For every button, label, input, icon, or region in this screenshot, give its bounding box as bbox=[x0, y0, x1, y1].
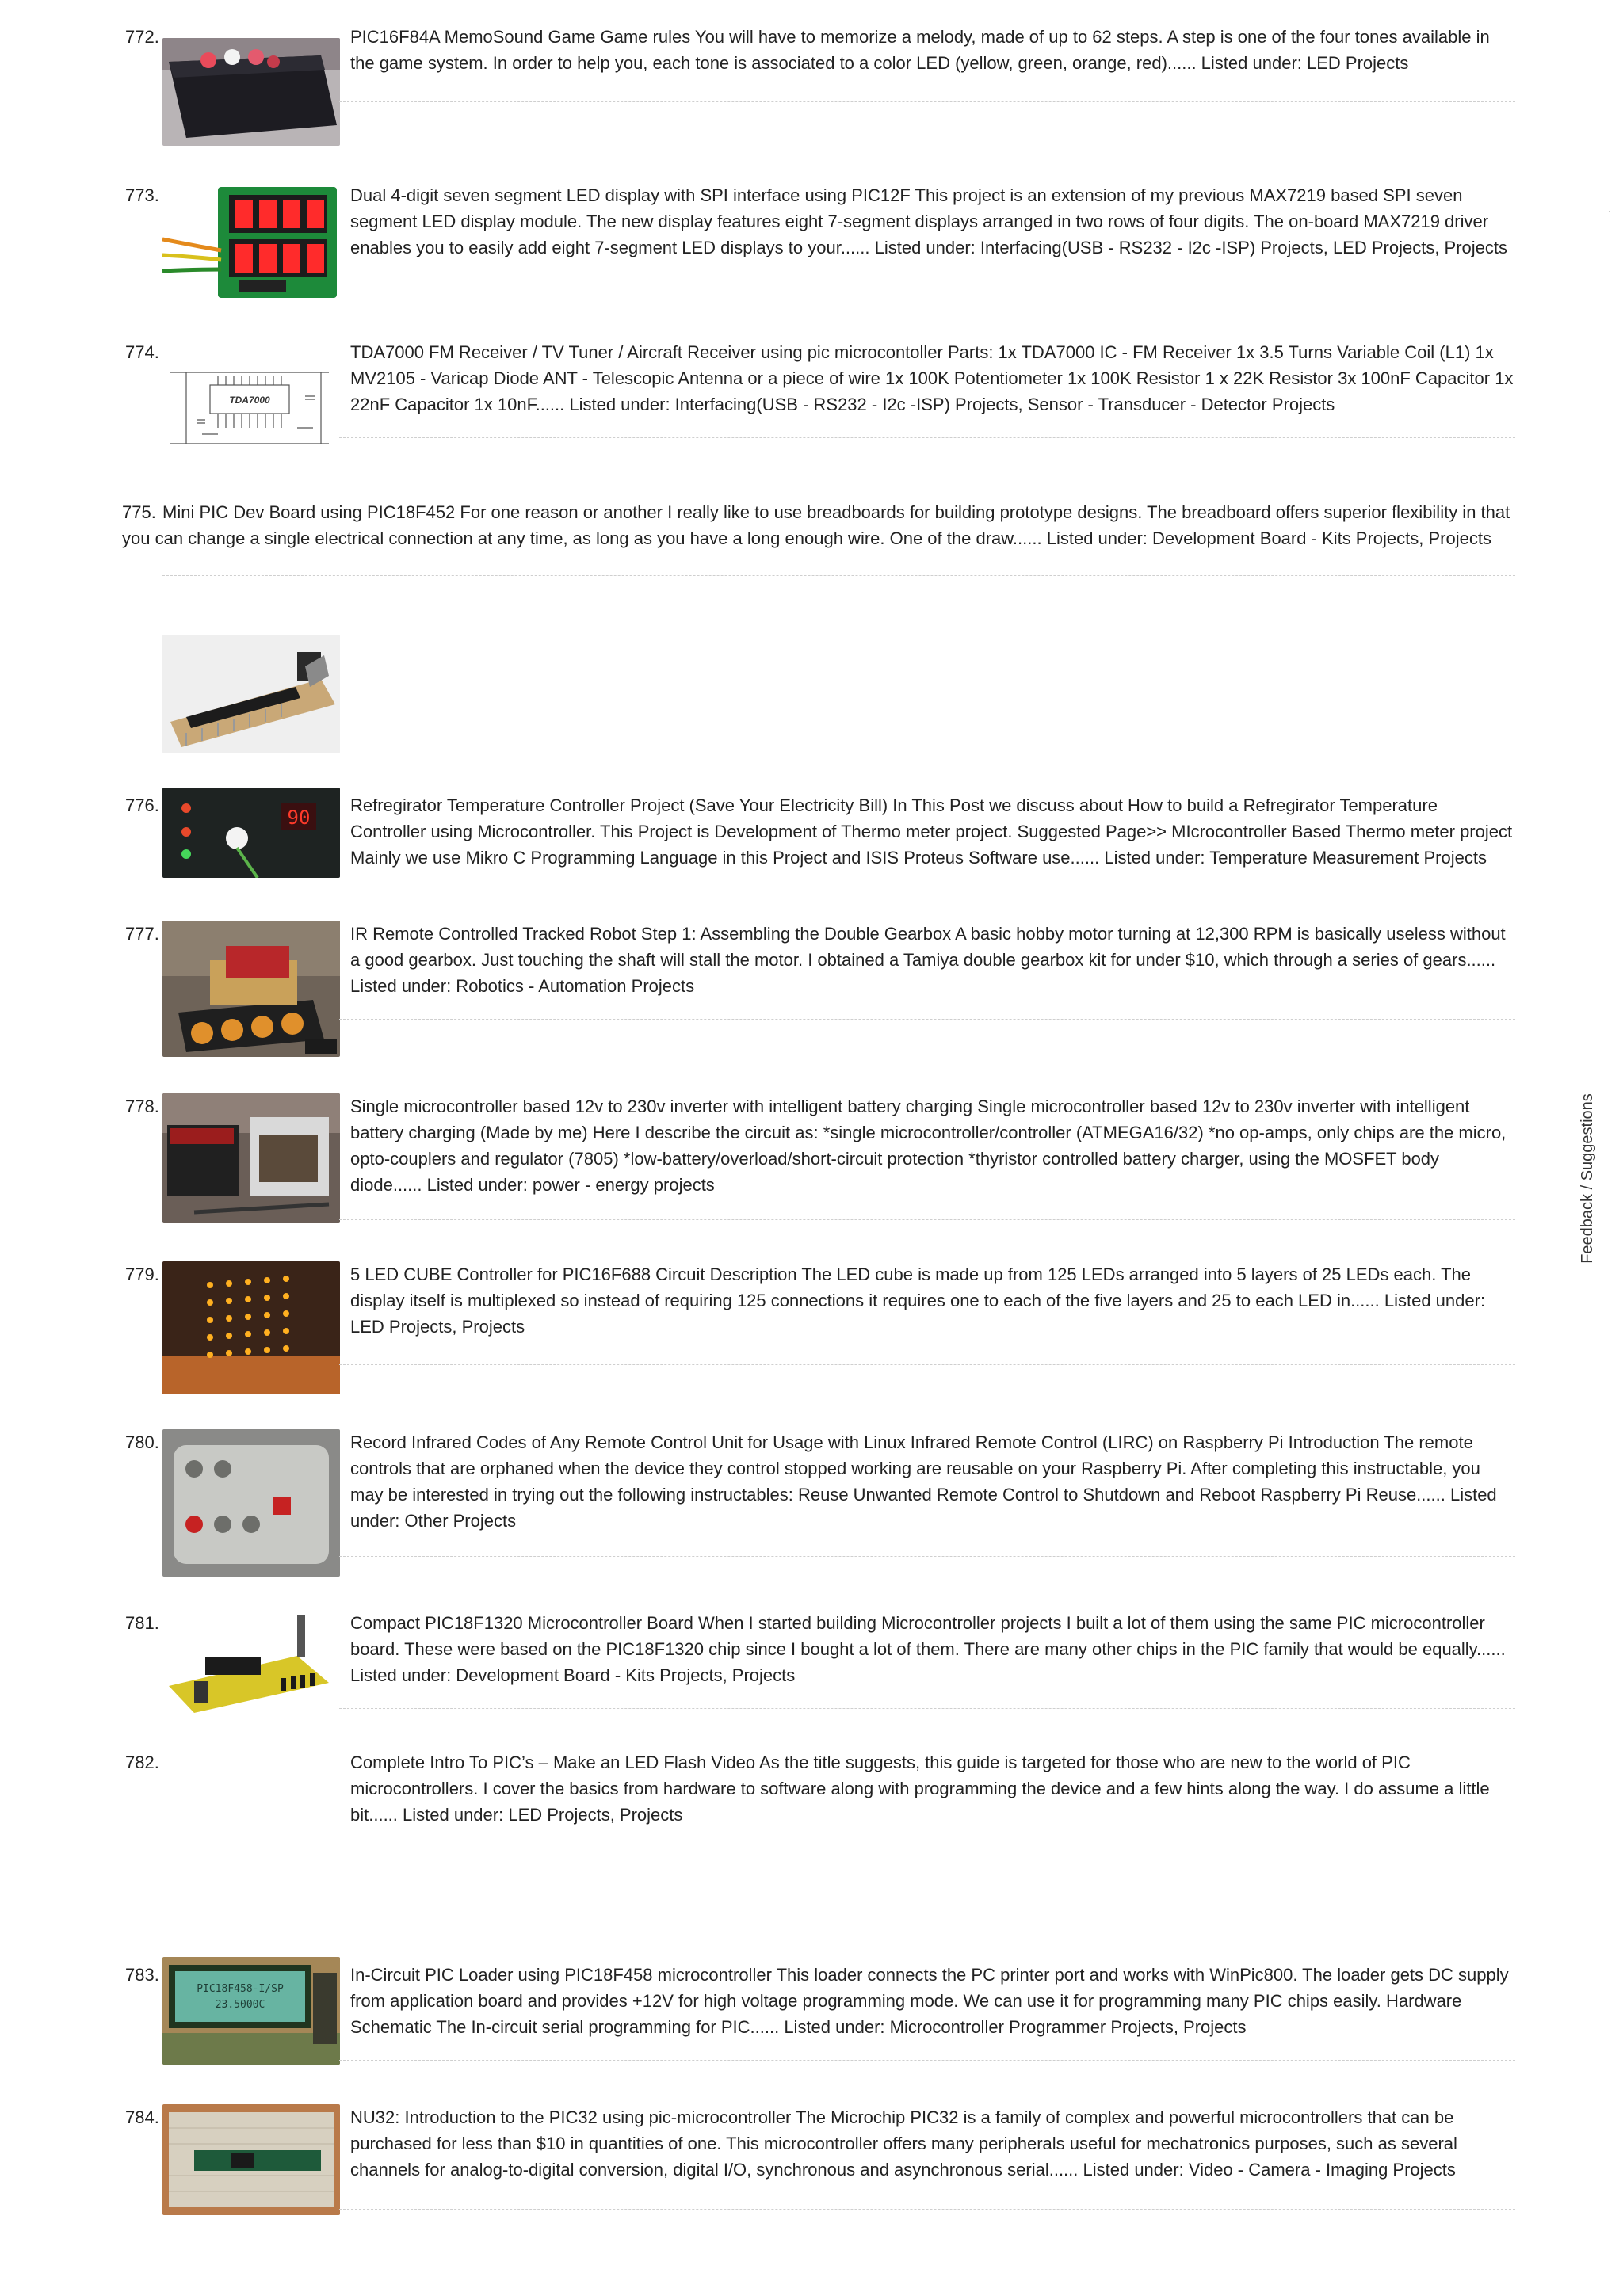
separator bbox=[339, 1364, 1515, 1365]
item-number: 772. bbox=[125, 27, 159, 47]
item-description[interactable]: Record Infrared Codes of Any Remote Control Unit for Usage with Linux Infrared Remote Control (LIRC) on Raspberry Pi Introduction The remote controls that are orphaned when the device they control stopped working are reusable on your Raspberry Pi. After completing this instructable, you may be interested in trying out the following instructables: Reuse Unwanted Remote Control to Shutdown and Reboot Raspberry Pi Reuse...... Listed under: Other Projects bbox=[350, 1432, 1497, 1531]
thumb-led-cube[interactable] bbox=[162, 1261, 340, 1394]
photo-icon bbox=[162, 921, 340, 1057]
photo-icon bbox=[162, 1093, 340, 1223]
lcd-line-2: 23.5000C bbox=[215, 1999, 265, 2011]
item-description[interactable]: Compact PIC18F1320 Microcontroller Board When I started building Microcontroller projects I built a lot of them using the same PIC microcontroller board. These were based on the PIC18F1320 chip since I bought a lot of them. There are many other chips in the PIC family that would be equally...... Listed under: Development Board - Kits Projects, Projects bbox=[350, 1613, 1506, 1685]
photo-icon bbox=[162, 38, 340, 146]
item-number: 784. bbox=[125, 2107, 159, 2127]
item-description[interactable]: Single microcontroller based 12v to 230v inverter with intelligent battery charging Single microcontroller based 12v to 230v inverter with intelligent battery charging (Made by me) Here I describe the circuit as: *single microcontroller/controller (ATMEGA16/32) *no op-amps, only chips are the micro, opto-couplers and regulator (7805) *low-battery/overload/short-circuit protection *thyristor controlled battery charger, using the MOSFET body diode...... Listed under: power - energy projects bbox=[350, 1097, 1507, 1195]
thumb-seven-segment[interactable] bbox=[162, 184, 340, 303]
separator bbox=[339, 1556, 1515, 1557]
item-number: 774. bbox=[125, 342, 159, 362]
photo-icon bbox=[162, 635, 340, 753]
item-number: 782. bbox=[125, 1753, 159, 1772]
photo-icon bbox=[162, 2104, 340, 2215]
separator bbox=[339, 1219, 1515, 1220]
thumb-nu32[interactable] bbox=[162, 2104, 340, 2215]
separator bbox=[339, 2060, 1515, 2061]
feedback-tab[interactable] bbox=[1574, 1087, 1601, 1269]
thumb-mini-pic-board[interactable] bbox=[162, 635, 340, 753]
photo-icon bbox=[162, 1610, 340, 1714]
schematic-icon bbox=[162, 341, 340, 461]
thumb-refrigerator-controller[interactable] bbox=[162, 788, 340, 878]
scroll-dot bbox=[1609, 211, 1610, 212]
lcd-line-1: PIC18F458-I/SP bbox=[197, 1983, 284, 1995]
item-number: 775. bbox=[122, 502, 156, 522]
separator bbox=[339, 1708, 1515, 1709]
item-description[interactable]: NU32: Introduction to the PIC32 using pic-microcontroller The Microchip PIC32 is a family of complex and powerful microcontrollers that can be purchased for less than $10 in quantities of one. This microcontroller offers many peripherals useful for mechatronics purposes, such as several channels for analog-to-digital conversion, digital I/O, synchronous and asynchronous serial...... Listed under: Video - Camera - Imaging Projects bbox=[350, 2107, 1457, 2180]
thumb-tracked-robot[interactable] bbox=[162, 921, 340, 1057]
item-description[interactable]: Refregirator Temperature Controller Project (Save Your Electricity Bill) In This Post we discuss about How to build a Refregirator Temperature Controller using Microcontroller. This Project is Development of Thermo meter project. Suggested Page>> MIcrocontroller Based Thermo meter project Mainly we use Mikro C Programming Language in this Project and ISIS Proteus Software use...... Listed under: Temperature Measurement Projects bbox=[350, 795, 1513, 868]
thumb-tda7000-schematic[interactable] bbox=[162, 341, 340, 461]
thumb-memosound[interactable] bbox=[162, 38, 340, 146]
separator bbox=[339, 101, 1515, 102]
item-description[interactable]: 5 LED CUBE Controller for PIC16F688 Circuit Description The LED cube is made up from 125 LEDs arranged into 5 layers of 25 LEDs each. The display itself is multiplexed so instead of requiring 125 connections it requires one to each of the five layers and 25 to each LED in...... Listed under: LED Projects, Projects bbox=[350, 1264, 1486, 1337]
item-number: 773. bbox=[125, 185, 159, 205]
item-description[interactable]: PIC16F84A MemoSound Game Game rules You will have to memorize a melody, made of up to 62 steps. A step is one of the four tones available in the game system. In order to help you, each tone is associated to a color LED (yellow, green, orange, red)...... Listed under: LED Projects bbox=[350, 27, 1490, 73]
thumb-ir-remote[interactable] bbox=[162, 1429, 340, 1577]
item-description[interactable]: In-Circuit PIC Loader using PIC18F458 microcontroller This loader connects the PC printer port and works with WinPic800. The loader gets DC supply from application board and provides +12V for high voltage programming mode. We can use it for programming many PIC chips easily. Hardware Schematic The In-circuit serial programming for PIC...... Listed under: Microcontroller Programmer Projects, Projects bbox=[350, 1965, 1509, 2037]
item-number: 779. bbox=[125, 1264, 159, 1284]
item-number: 781. bbox=[125, 1613, 159, 1633]
item-description[interactable]: IR Remote Controlled Tracked Robot Step 1: Assembling the Double Gearbox A basic hobby motor turning at 12,300 RPM is basically useless without a good gearbox. Just touching the shaft will stall the motor. I obtained a Tamiya double gearbox kit for under $10, which through a series of gears...... Listed under: Robotics - Automation Projects bbox=[350, 924, 1506, 996]
feedback-tab-label: Feedback / Suggestions bbox=[1578, 1093, 1596, 1264]
chip-label: TDA7000 bbox=[229, 395, 270, 406]
svg-text:90: 90 bbox=[287, 807, 311, 829]
item-number: 780. bbox=[125, 1432, 159, 1452]
photo-icon bbox=[162, 184, 340, 303]
item-description[interactable]: TDA7000 FM Receiver / TV Tuner / Aircraft Receiver using pic microcontoller Parts: 1x TDA7000 IC - FM Receiver 1x 3.5 Turns Variable Coil (L1) 1x MV2105 - Varicap Diode ANT - Telescopic Antenna or a piece of wire 1x 100K Potentiometer 1x 100K Resistor 1 x 22K Resistor 3x 100nF Capacitor 1x 22nF Capacitor 1x 10nF...... Listed under: Interfacing(USB - RS232 - I2c -ISP) Projects, Sensor - Transducer - Detector Projects bbox=[350, 342, 1514, 414]
item-number: 777. bbox=[125, 924, 159, 944]
photo-icon bbox=[162, 1957, 340, 2065]
thumb-inverter[interactable] bbox=[162, 1093, 340, 1223]
item-number: 783. bbox=[125, 1965, 159, 1985]
item-number: 778. bbox=[125, 1097, 159, 1116]
separator bbox=[339, 2209, 1515, 2210]
separator bbox=[339, 437, 1515, 438]
photo-icon bbox=[162, 788, 340, 878]
item-description[interactable]: Complete Intro To PIC’s – Make an LED Flash Video As the title suggests, this guide is targeted for those who are new to the world of PIC microcontrollers. I cover the basics from hardware to software along with programming the device and a few hints along the way. I do assume a little bit...... Listed under: LED Projects, Projects bbox=[350, 1753, 1490, 1825]
separator bbox=[162, 575, 1515, 576]
item-description[interactable]: Mini PIC Dev Board using PIC18F452 For one reason or another I really like to use breadboards for building prototype designs. The breadboard offers superior flexibility in that you can change a single electrical connection at any time, as long as you have a long enough wire. One of the draw...... Listed under: Development Board - Kits Projects, Projects bbox=[122, 502, 1510, 548]
photo-icon bbox=[162, 1261, 340, 1394]
item-description[interactable]: Dual 4-digit seven segment LED display with SPI interface using PIC12F This project is an extension of my previous MAX7219 based SPI seven segment LED display module. The new display features eight 7-segment displays arranged in two rows of four digits. The on-board MAX7219 driver enables you to easily add eight 7-segment LED displays to your...... Listed under: Interfacing(USB - RS232 - I2c -ISP) Projects, LED Projects, Projects bbox=[350, 185, 1508, 257]
separator bbox=[339, 1019, 1515, 1020]
thumb-pic18f1320-board[interactable] bbox=[162, 1610, 340, 1714]
photo-icon bbox=[162, 1429, 340, 1577]
item-number: 776. bbox=[125, 795, 159, 815]
thumb-pic-loader[interactable] bbox=[162, 1957, 340, 2065]
